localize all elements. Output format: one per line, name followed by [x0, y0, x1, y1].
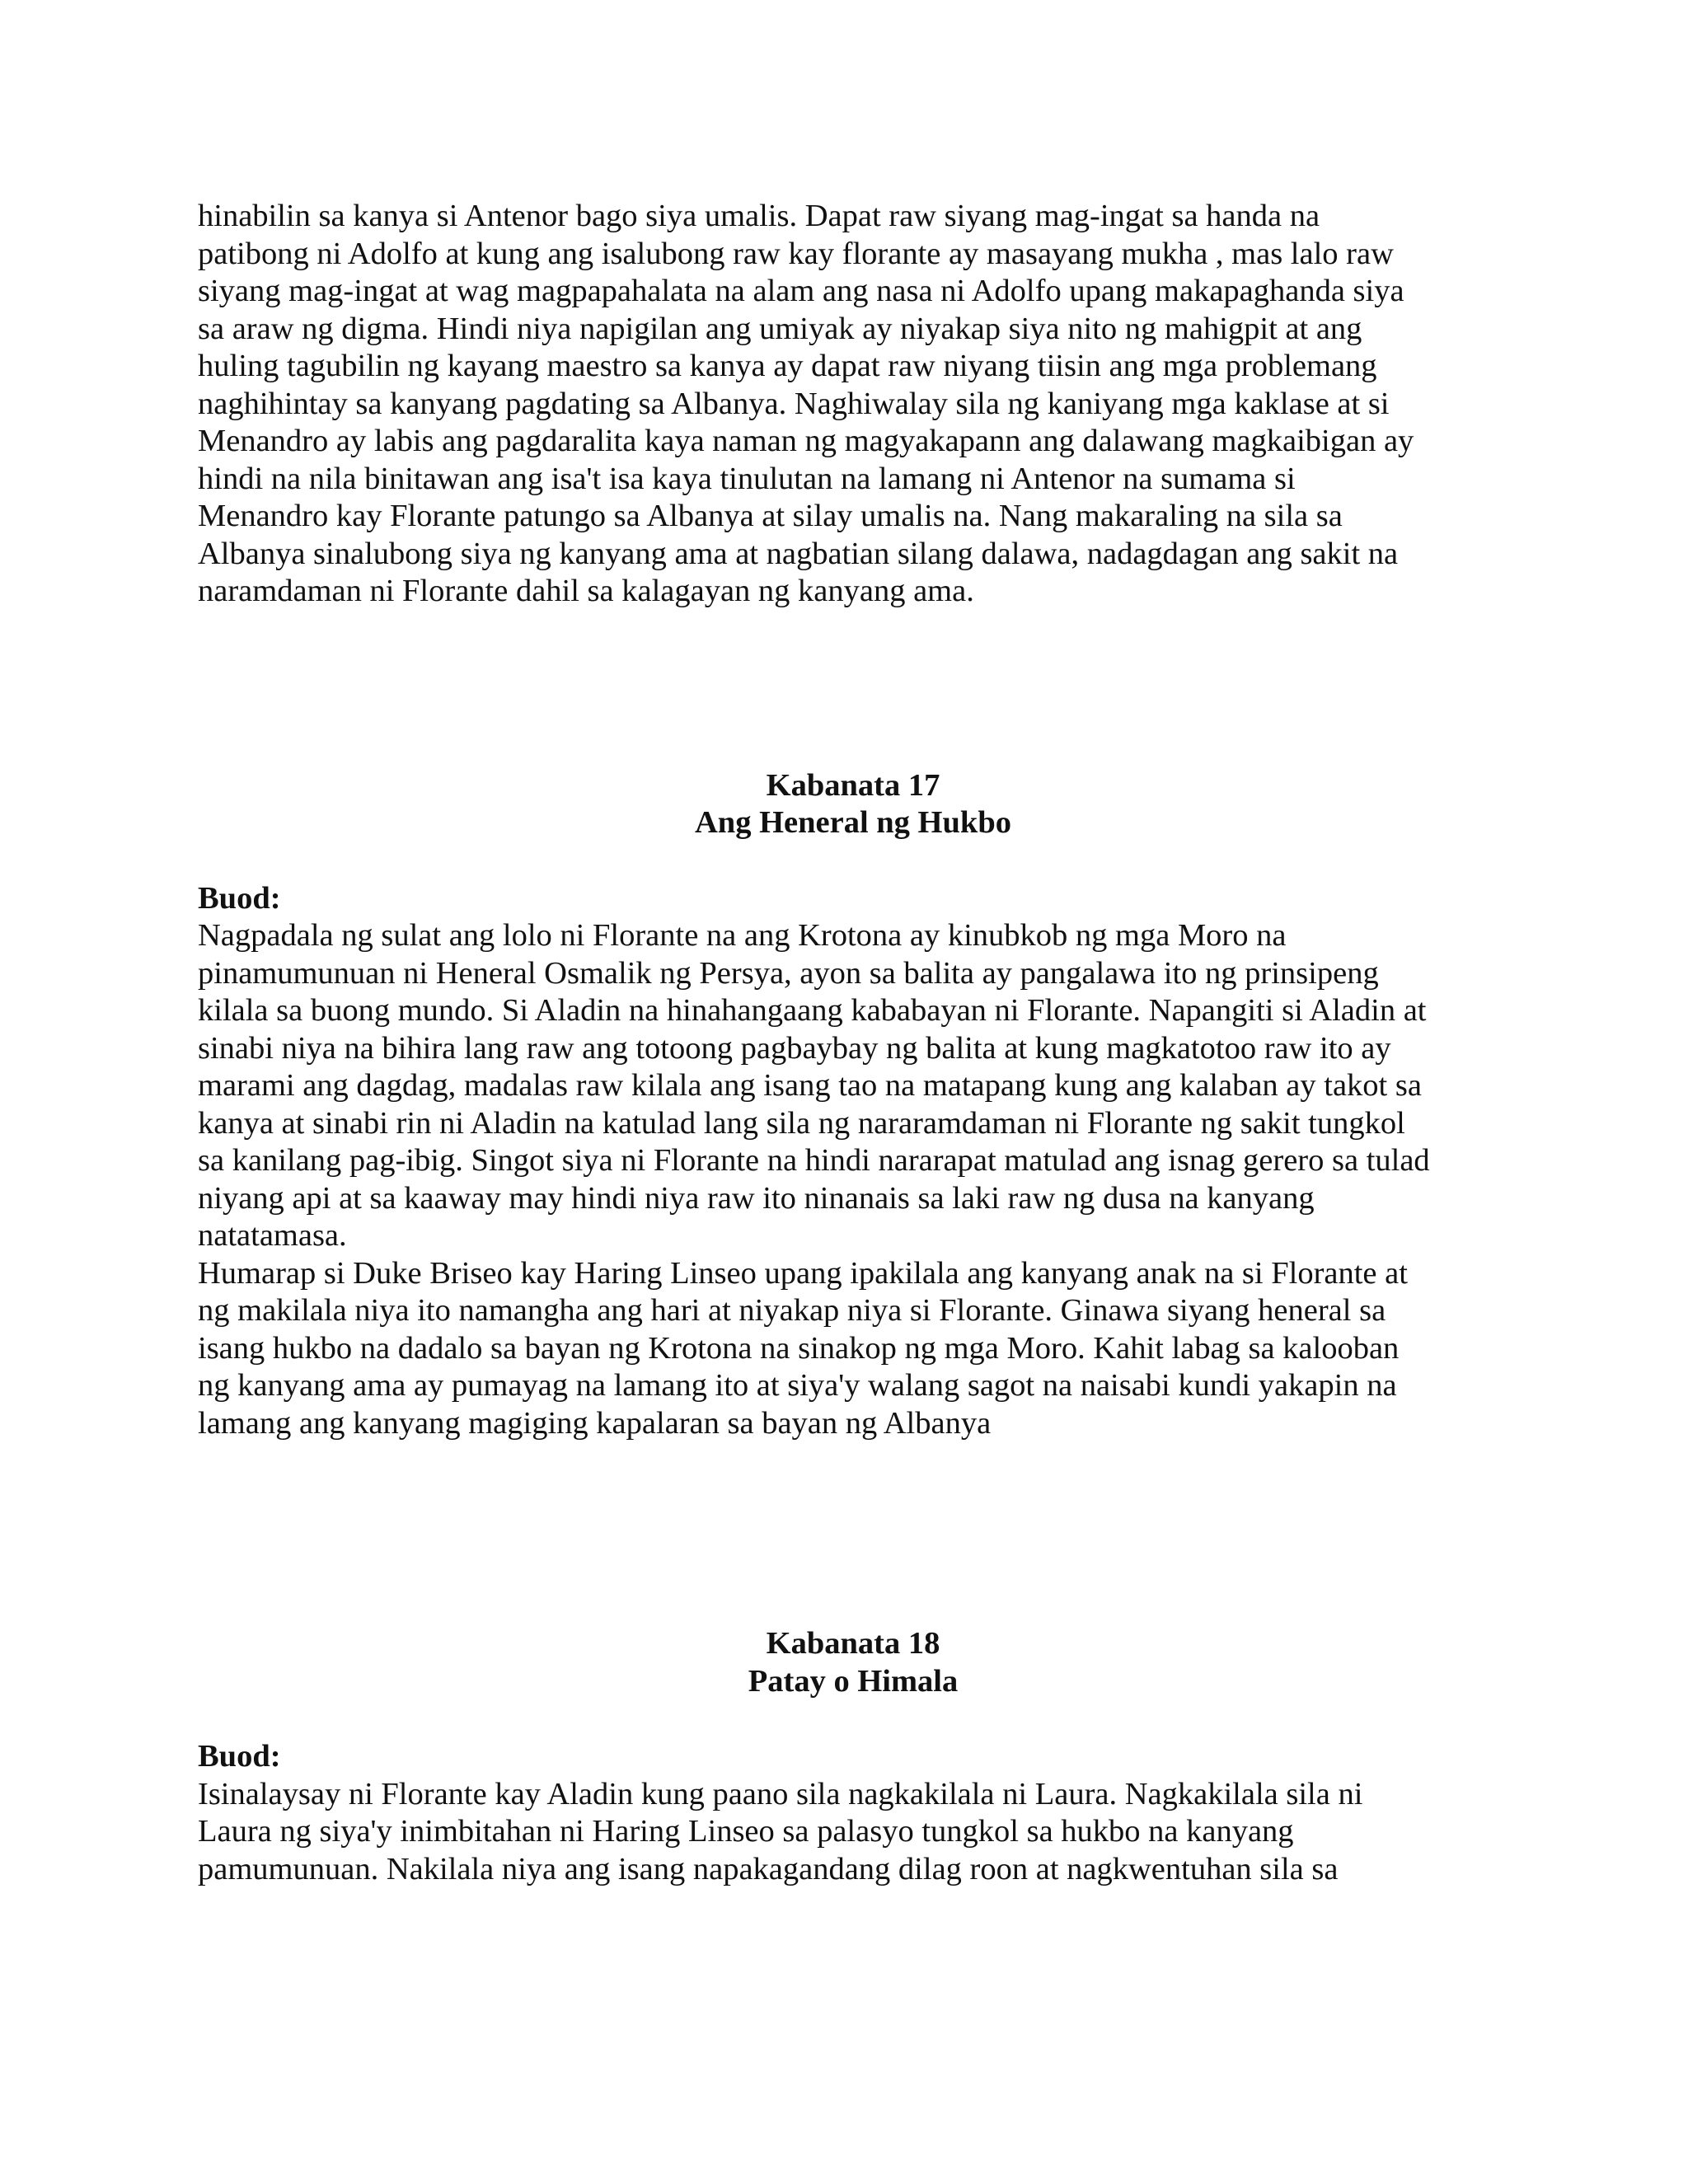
- paragraph-line: natatamasa.: [198, 1218, 347, 1253]
- paragraph-line: kilala sa buong mundo. Si Aladin na hinahangaang kababayan ni Florante. Napangiti si Aladin at: [198, 993, 1427, 1028]
- chapter-title: Patay o Himala: [748, 1663, 959, 1699]
- chapter-17-heading: [198, 767, 1508, 842]
- intro-paragraph: [198, 198, 1508, 611]
- paragraph-line: sa kanilang pag-ibig. Singot siya ni Florante na hindi nararapat matulad ang isnag gerero sa tulad: [198, 1143, 1430, 1178]
- paragraph-line: huling tagubilin ng kayang maestro sa kanya ay dapat raw niyang tiisin ang mga problemang: [198, 349, 1377, 383]
- paragraph-line: isang hukbo na dadalo sa bayan ng Krotona na sinakop ng mga Moro. Kahit labag sa kalooban: [198, 1330, 1400, 1366]
- paragraph-line: pinamumunuan ni Heneral Osmalik ng Persya, ayon sa balita ay pangalawa ito ng prinsipeng: [198, 955, 1379, 991]
- summary-label: Buod:: [198, 880, 281, 916]
- paragraph-line: ng kanyang ama ay pumayag na lamang ito at siya'y walang sagot na naisabi kundi yakapin na: [198, 1368, 1397, 1403]
- paragraph-line: naghihintay sa kanyang pagdating sa Albanya. Naghiwalay sila ng kaniyang mga kaklase at si: [198, 386, 1390, 421]
- paragraph-line: sa araw ng digma. Hindi niya napigilan ang umiyak ay niyakap siya nito ng mahigpit at ang: [198, 311, 1362, 346]
- paragraph-line: siyang mag-ingat at wag magpapahalata na alam ang nasa ni Adolfo upang makapaghanda siya: [198, 274, 1404, 308]
- paragraph-line: patibong ni Adolfo at kung ang isalubong raw kay florante ay masayang mukha , mas lalo raw: [198, 236, 1394, 271]
- paragraph-line: ng makilala niya ito namangha ang hari at niyakap niya si Florante. Ginawa siyang heneral sa: [198, 1293, 1386, 1328]
- paragraph-line: pamumunuan. Nakilala niya ang isang napakagandang dilag roon at nagkwentuhan sila sa: [198, 1851, 1339, 1886]
- chapter-number: Kabanata 18: [766, 1626, 940, 1661]
- summary-label: Buod:: [198, 1739, 281, 1774]
- paragraph-line: lamang ang kanyang magiging kapalaran sa bayan ng Albanya: [198, 1405, 992, 1441]
- paragraph-line: niyang api at sa kaaway may hindi niya raw ito ninanais sa laki raw ng dusa na kanyang: [198, 1180, 1315, 1216]
- paragraph-line: Humarap si Duke Briseo kay Haring Linseo upang ipakilala ang kanyang anak na si Florante at: [198, 1255, 1408, 1291]
- paragraph-line: naramdaman ni Florante dahil sa kalagayan ng kanyang ama.: [198, 574, 974, 608]
- chapter-17-summary: [198, 917, 1508, 1442]
- chapter-18-heading: [198, 1625, 1508, 1700]
- paragraph-line: Nagpadala ng sulat ang lolo ni Florante na ang Krotona ay kinubkob ng mga Moro na: [198, 918, 1287, 953]
- paragraph-line: sinabi niya na bihira lang raw ang totoong pagbaybay ng balita at kung magkatotoo raw ito ay: [198, 1030, 1391, 1066]
- paragraph-line: marami ang dagdag, madalas raw kilala ang isang tao na matapang kung ang kalaban ay takot sa: [198, 1068, 1422, 1103]
- chapter-title: Ang Heneral ng Hukbo: [694, 805, 1011, 840]
- chapter-number: Kabanata 17: [766, 767, 940, 803]
- paragraph-line: Isinalaysay ni Florante kay Aladin kung paano sila nagkakilala ni Laura. Nagkakilala sila ni: [198, 1776, 1363, 1811]
- paragraph-line: hindi na nila binitawan ang isa't isa kaya tinulutan na lamang ni Antenor na sumama si: [198, 461, 1296, 496]
- paragraph-line: Menandro kay Florante patungo sa Albanya at silay umalis na. Nang makaraling na sila sa: [198, 499, 1343, 533]
- chapter-18-summary: [198, 1776, 1508, 1889]
- paragraph-line: Laura ng siya'y inimbitahan ni Haring Linseo sa palasyo tungkol sa hukbo na kanyang: [198, 1814, 1294, 1849]
- paragraph-line: Menandro ay labis ang pagdaralita kaya naman ng magyakapann ang dalawang magkaibigan ay: [198, 424, 1414, 458]
- paragraph-line: Albanya sinalubong siya ng kanyang ama at nagbatian silang dalawa, nadagdagan ang sakit na: [198, 536, 1399, 571]
- document-page: [198, 198, 1508, 1888]
- paragraph-line: kanya at sinabi rin ni Aladin na katulad lang sila ng nararamdaman ni Florante ng sakit tungkol: [198, 1105, 1405, 1141]
- paragraph-line: hinabilin sa kanya si Antenor bago siya umalis. Dapat raw siyang mag-ingat sa handa na: [198, 199, 1320, 233]
